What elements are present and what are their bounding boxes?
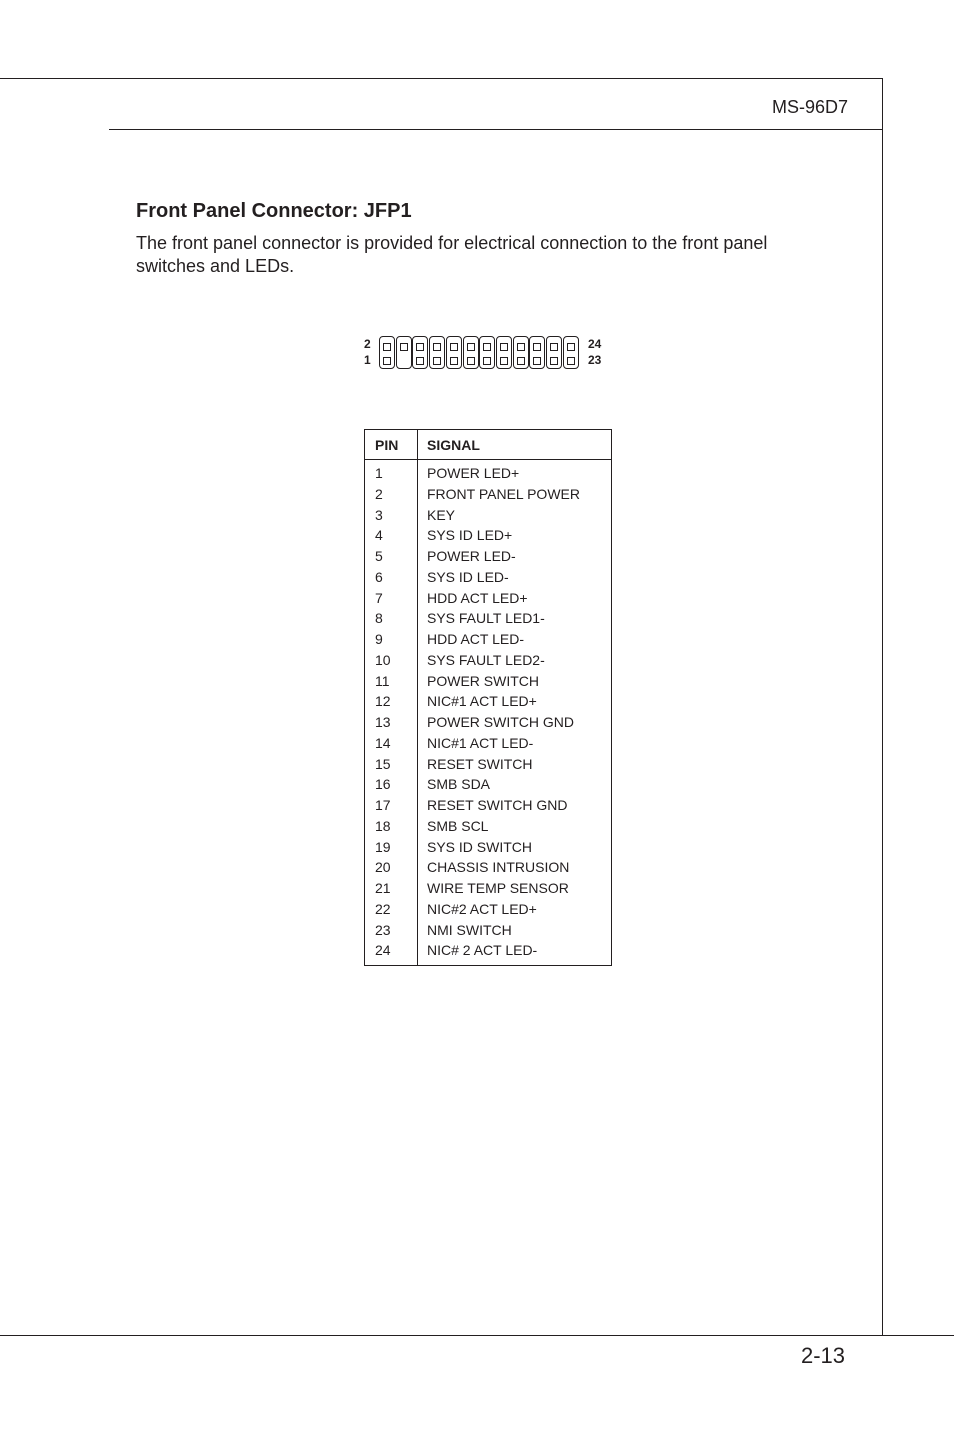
connector-label-bottom-left: 1 <box>364 353 371 367</box>
signal-column-header: SIGNAL <box>427 437 480 453</box>
connector-pin <box>400 343 408 351</box>
connector-pin <box>433 343 441 351</box>
pin-column-header: PIN <box>375 437 399 453</box>
signal-name-cell: SMB SDA <box>427 776 491 793</box>
signal-name-cell: NIC# 2 ACT LED- <box>427 942 538 959</box>
table-row <box>365 754 611 775</box>
signal-name-cell: FRONT PANEL POWER <box>427 485 580 502</box>
pin-number-cell: 22 <box>375 900 391 917</box>
connector-pin-pair <box>412 336 428 369</box>
pin-number-cell: 12 <box>375 693 391 710</box>
signal-name-cell: KEY <box>427 506 456 523</box>
right-margin-rule <box>882 78 883 1335</box>
model-number: MS-96D7 <box>771 97 848 117</box>
bottom-rule <box>0 1335 954 1336</box>
signal-name-cell: HDD ACT LED- <box>427 631 524 647</box>
table-row <box>365 795 611 816</box>
connector-pin <box>550 343 558 351</box>
pin-number-cell: 6 <box>375 568 383 585</box>
page-number: 2-13 <box>800 1343 845 1368</box>
connector-pin <box>433 357 441 365</box>
table-row <box>365 608 611 629</box>
table-row <box>365 650 611 671</box>
connector-pin-pair <box>479 336 495 369</box>
pin-signal-table <box>364 429 612 966</box>
signal-name-cell: RESET SWITCH GND <box>427 797 568 813</box>
connector-pin <box>416 343 424 351</box>
pin-number-cell: 10 <box>375 651 391 668</box>
signal-name-cell: WIRE TEMP SENSOR <box>427 880 569 896</box>
table-row <box>365 920 611 941</box>
table-row <box>365 837 611 858</box>
pin-number-cell: 23 <box>375 921 391 938</box>
pin-number-cell: 16 <box>375 776 391 793</box>
connector-label-top-left: 2 <box>364 337 371 351</box>
connector-pin-pair <box>496 336 512 369</box>
connector-pin <box>567 357 575 365</box>
signal-name-cell: POWER LED+ <box>427 465 520 481</box>
table-row <box>365 484 611 505</box>
signal-name-cell: NMI SWITCH <box>427 921 512 938</box>
connector-pin-pair <box>396 336 412 369</box>
connector-pin-pair <box>563 336 579 369</box>
table-row <box>365 733 611 754</box>
connector-pin <box>517 343 525 351</box>
connector-pin-pair <box>463 336 479 369</box>
table-row <box>365 463 611 484</box>
signal-name-cell: NIC#2 ACT LED+ <box>427 900 537 917</box>
signal-name-cell: SYS ID LED- <box>427 568 509 585</box>
signal-name-cell: SYS FAULT LED2- <box>427 651 545 668</box>
connector-pin <box>567 343 575 351</box>
signal-name-cell: SMB SCL <box>427 817 489 834</box>
connector-pin <box>450 357 458 365</box>
connector-label-top-right: 24 <box>588 337 602 351</box>
pin-number-cell: 24 <box>375 942 391 959</box>
pin-number-cell: 19 <box>375 838 391 855</box>
pin-number-cell: 3 <box>375 506 383 523</box>
pin-number-cell: 5 <box>375 548 383 564</box>
section-title: Front Panel Connector: JFP1 <box>136 200 412 222</box>
signal-name-cell: NIC#1 ACT LED+ <box>427 693 537 710</box>
table-row <box>365 857 611 878</box>
table-row <box>365 691 611 712</box>
table-row <box>365 588 611 609</box>
pin-number-cell: 17 <box>375 797 391 813</box>
connector-pin <box>467 343 475 351</box>
signal-name-cell: POWER SWITCH <box>427 672 539 689</box>
connector-pin <box>500 357 508 365</box>
signal-name-cell: POWER SWITCH GND <box>427 714 574 730</box>
signal-name-cell: POWER LED- <box>427 548 516 564</box>
signal-name-cell: RESET SWITCH <box>427 755 533 772</box>
table-row <box>365 816 611 837</box>
table-row <box>365 878 611 899</box>
pin-number-cell: 4 <box>375 527 383 544</box>
pin-number-cell: 18 <box>375 817 391 834</box>
connector-pin <box>533 343 541 351</box>
pin-number-cell: 15 <box>375 755 391 772</box>
connector-pin <box>500 343 508 351</box>
table-row <box>365 546 611 567</box>
pin-number-cell: 20 <box>375 859 391 876</box>
pin-number-cell: 9 <box>375 631 383 647</box>
table-row <box>365 774 611 795</box>
connector-pin <box>467 357 475 365</box>
pin-number-cell: 1 <box>375 465 383 481</box>
signal-name-cell: SYS ID SWITCH <box>427 838 533 855</box>
connector-pin <box>416 357 424 365</box>
pin-number-cell: 11 <box>375 672 390 689</box>
table-row <box>365 712 611 733</box>
connector-pin <box>383 357 391 365</box>
connector-pin-pair <box>429 336 445 369</box>
intro-paragraph: The front panel connector is provided for electrical connection to the front panel switches and LEDs. <box>136 233 768 276</box>
signal-name-cell: SYS FAULT LED1- <box>427 610 545 627</box>
connector-pin <box>533 357 541 365</box>
signal-name-cell: HDD ACT LED+ <box>427 589 528 606</box>
connector-pin-pair <box>513 336 529 369</box>
table-header-row <box>365 430 611 460</box>
connector-pin-pair <box>529 336 545 369</box>
pin-number-cell: 13 <box>375 714 391 730</box>
connector-pin <box>483 357 491 365</box>
connector-pin-pair <box>546 336 562 369</box>
signal-name-cell: SYS ID LED+ <box>427 527 513 544</box>
table-body <box>365 463 611 961</box>
signal-name-cell: CHASSIS INTRUSION <box>427 859 570 876</box>
jfp1-connector-diagram <box>362 336 612 370</box>
connector-pin <box>450 343 458 351</box>
connector-pin <box>550 357 558 365</box>
pin-number-cell: 21 <box>375 880 391 896</box>
table-row <box>365 899 611 920</box>
table-row <box>365 505 611 526</box>
pin-number-cell: 14 <box>375 734 391 751</box>
header-rule <box>109 129 883 130</box>
table-row <box>365 671 611 692</box>
connector-pin <box>483 343 491 351</box>
connector-pin <box>517 357 525 365</box>
connector-pin-pair <box>379 336 395 369</box>
connector-pin-pair <box>446 336 462 369</box>
top-rule <box>0 78 883 79</box>
connector-pin <box>383 343 391 351</box>
pin-number-cell: 2 <box>375 485 383 502</box>
connector-label-bottom-right: 23 <box>588 353 602 367</box>
table-row <box>365 629 611 650</box>
table-row <box>365 525 611 546</box>
signal-name-cell: NIC#1 ACT LED- <box>427 734 534 751</box>
pin-number-cell: 8 <box>375 610 383 627</box>
table-row <box>365 940 611 961</box>
pin-number-cell: 7 <box>375 589 383 606</box>
table-row <box>365 567 611 588</box>
